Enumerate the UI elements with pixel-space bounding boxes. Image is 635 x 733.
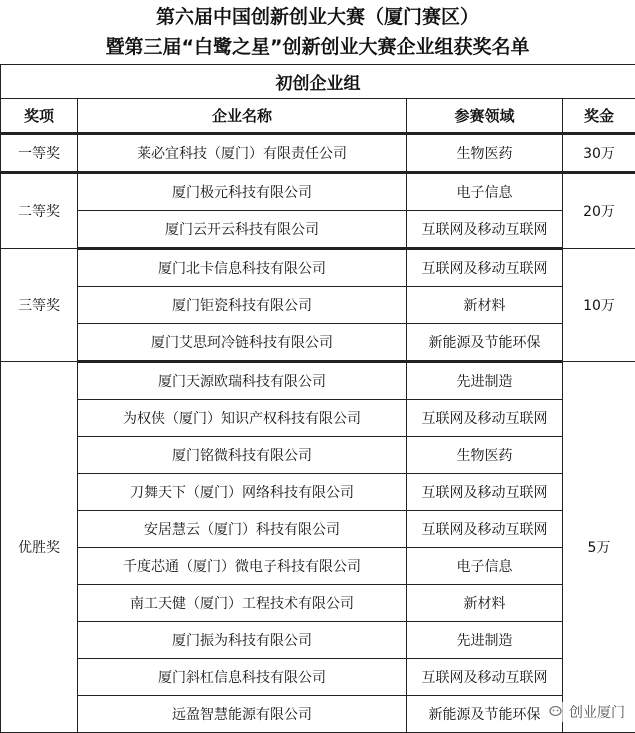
table-row [1, 362, 635, 400]
company-name: 厦门艾思珂冷链科技有限公司 [78, 324, 407, 362]
wechat-icon [549, 704, 565, 720]
prize-amount: 30万 [563, 134, 635, 173]
header-prize: 奖金 [563, 99, 635, 134]
watermark-text: 创业厦门 [569, 702, 625, 722]
award-name: 三等奖 [1, 249, 78, 362]
competition-field: 生物医药 [407, 134, 563, 173]
competition-field: 新材料 [407, 287, 563, 324]
table-row [1, 324, 635, 362]
competition-field: 互联网及移动互联网 [407, 249, 563, 287]
company-name: 厦门极元科技有限公司 [78, 173, 407, 211]
group-title: 初创企业组 [1, 65, 635, 99]
header-award: 奖项 [1, 99, 78, 134]
company-name: 南工天健（厦门）工程技术有限公司 [78, 585, 407, 622]
prize-amount: 10万 [563, 249, 635, 362]
company-name: 厦门天源欧瑞科技有限公司 [78, 362, 407, 400]
company-name: 厦门振为科技有限公司 [78, 622, 407, 659]
competition-field: 先进制造 [407, 622, 563, 659]
table-row [1, 134, 635, 173]
table-body [1, 134, 635, 733]
company-name: 厦门斜杠信息科技有限公司 [78, 659, 407, 696]
table-row [1, 211, 635, 249]
prize-amount: 20万 [563, 173, 635, 249]
competition-field: 先进制造 [407, 362, 563, 400]
table-row [1, 696, 635, 733]
watermark [547, 702, 627, 722]
competition-field: 互联网及移动互联网 [407, 211, 563, 249]
competition-field: 新材料 [407, 585, 563, 622]
table-row [1, 437, 635, 474]
award-name: 二等奖 [1, 173, 78, 249]
company-name: 安居慧云（厦门）科技有限公司 [78, 511, 407, 548]
award-name: 优胜奖 [1, 362, 78, 733]
table-row [1, 548, 635, 585]
header-field: 参赛领域 [407, 99, 563, 134]
prize-amount: 5万 [563, 362, 635, 733]
competition-field: 生物医药 [407, 437, 563, 474]
company-name: 远盈智慧能源有限公司 [78, 696, 407, 733]
competition-field: 互联网及移动互联网 [407, 659, 563, 696]
table-row [1, 659, 635, 696]
table-row [1, 173, 635, 211]
competition-field: 互联网及移动互联网 [407, 400, 563, 437]
table-row [1, 585, 635, 622]
company-name: 莱必宜科技（厦门）有限责任公司 [78, 134, 407, 173]
table-row [1, 511, 635, 548]
header-company: 企业名称 [78, 99, 407, 134]
competition-field: 新能源及节能环保 [407, 324, 563, 362]
company-name: 厦门铭微科技有限公司 [78, 437, 407, 474]
company-name: 厦门北卡信息科技有限公司 [78, 249, 407, 287]
competition-field: 新能源及节能环保 [407, 696, 563, 733]
company-name: 厦门云开云科技有限公司 [78, 211, 407, 249]
competition-field: 互联网及移动互联网 [407, 474, 563, 511]
competition-field: 电子信息 [407, 548, 563, 585]
table-row [1, 249, 635, 287]
company-name: 刀舞天下（厦门）网络科技有限公司 [78, 474, 407, 511]
competition-field: 互联网及移动互联网 [407, 511, 563, 548]
company-name: 厦门钜瓷科技有限公司 [78, 287, 407, 324]
table-row [1, 474, 635, 511]
table-row [1, 622, 635, 659]
award-table [0, 64, 635, 733]
company-name: 千度芯通（厦门）微电子科技有限公司 [78, 548, 407, 585]
award-name: 一等奖 [1, 134, 78, 173]
table-row [1, 287, 635, 324]
title-line-2: 暨第三届“白鹭之星”创新创业大赛企业组获奖名单 [0, 32, 635, 62]
title-line-1: 第六届中国创新创业大赛（厦门赛区） [0, 2, 635, 32]
table-row [1, 400, 635, 437]
competition-field: 电子信息 [407, 173, 563, 211]
company-name: 为权侠（厦门）知识产权科技有限公司 [78, 400, 407, 437]
